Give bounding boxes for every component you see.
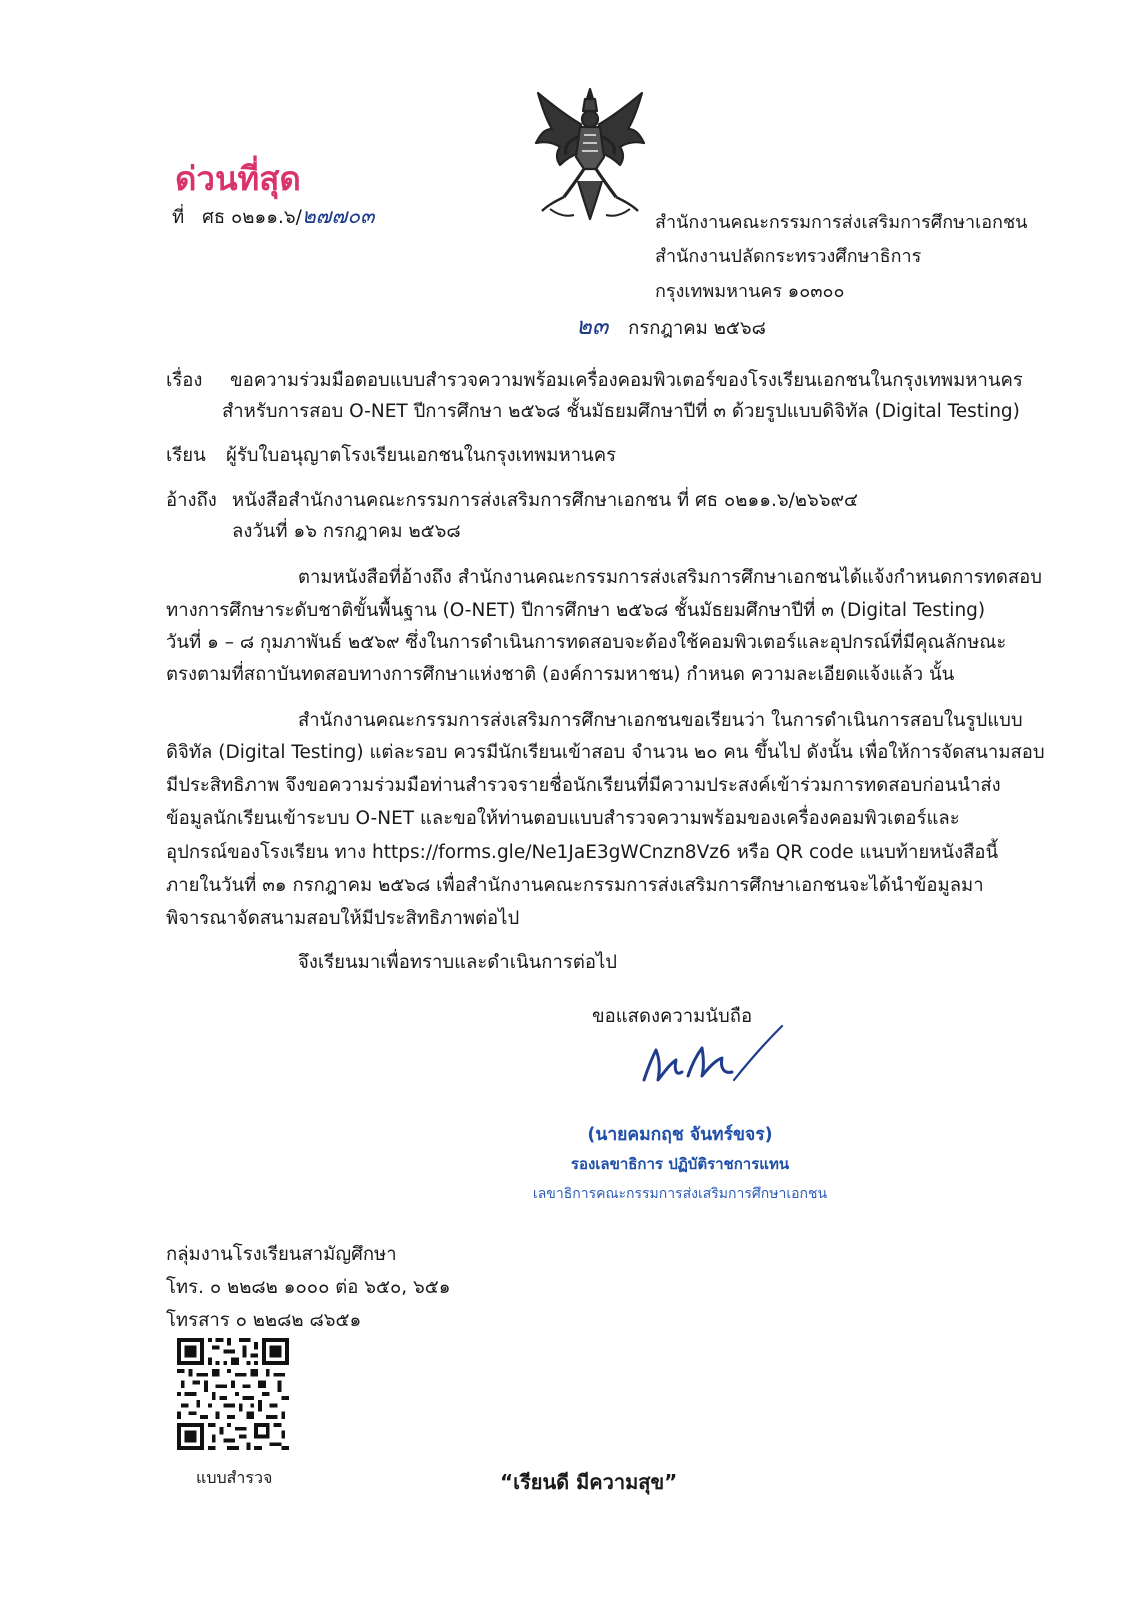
handwritten-signature <box>630 1020 790 1090</box>
survey-qr-code[interactable] <box>177 1338 289 1450</box>
recipient-text: ผู้รับใบอนุญาตโรงเรียนเอกชนในกรุงเทพมหานคร <box>226 445 617 466</box>
signatory-title2: เลขาธิการคณะกรรมการส่งเสริมการศึกษาเอกชน <box>532 1186 828 1202</box>
paragraph2-line5-with-link: อุปกรณ์ของโรงเรียน ทาง https://forms.gle/Ne1JaE3gWCnzn8Vz6 หรือ QR code แนบท้ายหนังสือนี้ <box>166 842 999 863</box>
reference-label: ที่ <box>172 207 185 228</box>
paragraph2-line4: ข้อมูลนักเรียนเข้าระบบ O-NET และขอให้ท่านตอบแบบสำรวจความพร้อมของเครื่องคอมพิวเตอร์และ <box>166 808 960 829</box>
signatory-title1: รองเลขาธิการ ปฏิบัติราชการแทน <box>570 1155 790 1173</box>
subject-label: เรื่อง <box>166 370 203 391</box>
reference-handwritten-number: ๒๗๗๐๓ <box>301 204 375 228</box>
motto: “เรียนดี มีความสุข” <box>500 1470 678 1494</box>
reference-doc-line2: ลงวันที่ ๑๖ กรกฎาคม ๒๕๖๘ <box>232 521 461 542</box>
agency-address-line3: กรุงเทพมหานคร ๑๐๓๐๐ <box>655 281 845 302</box>
urgency-stamp: ด่วนที่สุด <box>175 159 301 198</box>
closing-line: จึงเรียนมาเพื่อทราบและดำเนินการต่อไป <box>298 952 618 973</box>
agency-name-line1: สำนักงานคณะกรรมการส่งเสริมการศึกษาเอกชน <box>655 212 1028 233</box>
paragraph1-line1: ตามหนังสือที่อ้างถึง สำนักงานคณะกรรมการส่งเสริมการศึกษาเอกชนได้แจ้งกำหนดการทดสอบ <box>298 567 1042 588</box>
paragraph2-line1: สำนักงานคณะกรรมการส่งเสริมการศึกษาเอกชนขอเรียนว่า ในการดำเนินการสอบในรูปแบบ <box>298 710 1023 731</box>
signatory-name: (นายคมกฤช จันทร์ขจร) <box>587 1125 773 1145</box>
document-date <box>576 314 766 339</box>
regards-text: ขอแสดงความนับถือ <box>592 1006 753 1027</box>
reference-doc-line1: หนังสือสำนักงานคณะกรรมการส่งเสริมการศึกษาเอกชน ที่ ศธ ๐๒๑๑.๖/๒๖๖๙๔ <box>232 490 859 511</box>
reference-prefix: ศธ ๐๒๑๑.๖/ <box>202 207 302 228</box>
qr-caption: แบบสำรวจ <box>196 1468 273 1487</box>
contact-phone: โทร. ๐ ๒๒๘๒ ๑๐๐๐ ต่อ ๖๕๐, ๖๕๑ <box>166 1277 451 1298</box>
paragraph2-line3: มีประสิทธิภาพ จึงขอความร่วมมือท่านสำรวจรายชื่อนักเรียนที่มีความประสงค์เข้าร่วมการทดสอบก่อนนำส่ง <box>166 775 1001 796</box>
paragraph2-line7: พิจารณาจัดสนามสอบให้มีประสิทธิภาพต่อไป <box>166 908 520 929</box>
subject-line1: ขอความร่วมมือตอบแบบสำรวจความพร้อมเครื่องคอมพิวเตอร์ของโรงเรียนเอกชนในกรุงเทพมหานคร <box>230 370 1023 391</box>
paragraph1-line3: วันที่ ๑ – ๘ กุมภาพันธ์ ๒๕๖๙ ซึ่งในการดำเนินการทดสอบจะต้องใช้คอมพิวเตอร์และอุปกรณ์ที่มีคุณลักษณะ <box>166 632 1007 653</box>
garuda-emblem <box>530 85 650 225</box>
reference-number <box>172 206 374 228</box>
date-month-year: กรกฎาคม ๒๕๖๘ <box>628 318 766 339</box>
paragraph1-line4: ตรงตามที่สถาบันทดสอบทางการศึกษาแห่งชาติ (องค์การมหาชน) กำหนด ความละเอียดแจ้งแล้ว นั้น <box>166 664 955 685</box>
subject-line2: สำหรับการสอบ O-NET ปีการศึกษา ๒๕๖๘ ชั้นมัธยมศึกษาปีที่ ๓ ด้วยรูปแบบดิจิทัล (Digital Testing) <box>222 401 1020 422</box>
agency-name-line2: สำนักงานปลัดกระทรวงศึกษาธิการ <box>655 246 922 267</box>
paragraph1-line2: ทางการศึกษาระดับชาติขั้นพื้นฐาน (O-NET) ปีการศึกษา ๒๕๖๘ ชั้นมัธยมศึกษาปีที่ ๓ (Digital Testing) <box>166 600 986 621</box>
date-handwritten-day: ๒๓ <box>576 312 609 340</box>
paragraph2-line6: ภายในวันที่ ๓๑ กรกฎาคม ๒๕๖๘ เพื่อสำนักงานคณะกรรมการส่งเสริมการศึกษาเอกชนจะได้นำข้อมูลมา <box>166 875 984 896</box>
paragraph2-line2: ดิจิทัล (Digital Testing) แต่ละรอบ ควรมีนักเรียนเข้าสอบ จำนวน ๒๐ คน ขึ้นไป ดังนั้น เพื่อให้การจัดสนามสอบ <box>166 742 1045 763</box>
contact-fax: โทรสาร ๐ ๒๒๘๒ ๘๖๕๑ <box>166 1310 362 1331</box>
reference-doc-label: อ้างถึง <box>166 490 217 511</box>
contact-unit: กลุ่มงานโรงเรียนสามัญศึกษา <box>166 1244 397 1265</box>
recipient-label: เรียน <box>166 445 206 466</box>
